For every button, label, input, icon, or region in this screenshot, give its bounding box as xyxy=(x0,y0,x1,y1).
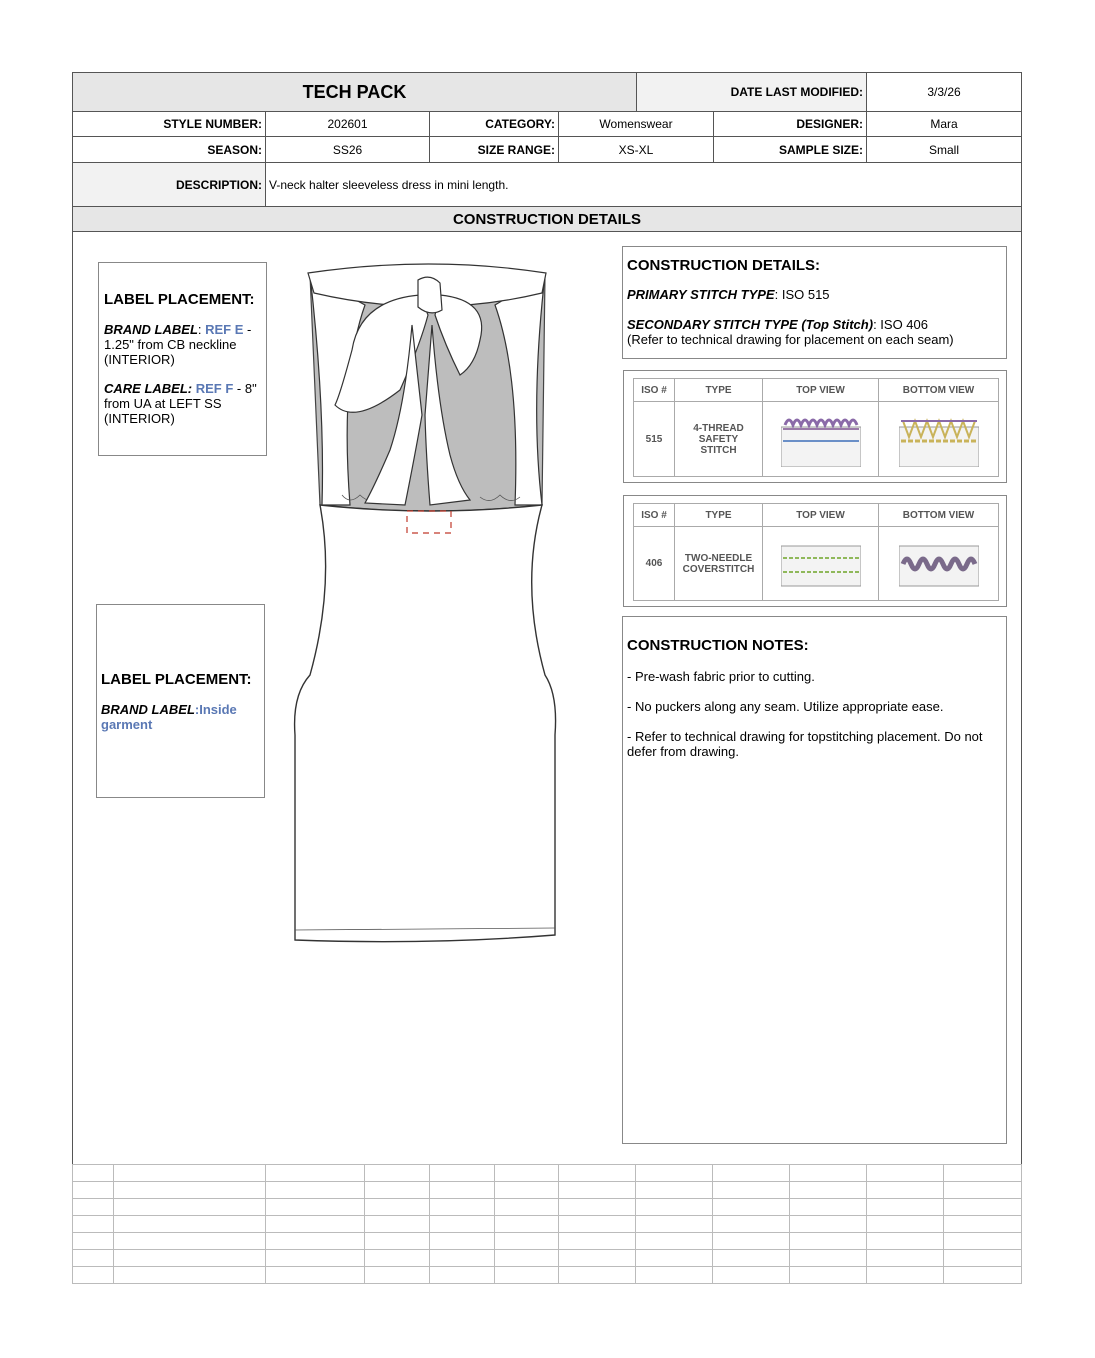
grid-cell xyxy=(790,1165,867,1182)
grid-cell xyxy=(636,1233,713,1250)
ref-e: REF E xyxy=(205,322,244,337)
grid-cell xyxy=(265,1216,364,1233)
grid-cell xyxy=(867,1233,944,1250)
grid-cell xyxy=(113,1199,265,1216)
ref-f: REF F xyxy=(195,381,234,396)
grid-cell xyxy=(429,1199,494,1216)
size-range-label: SIZE RANGE: xyxy=(429,136,559,163)
sample-size-label: SAMPLE SIZE: xyxy=(713,136,867,163)
grid-cell xyxy=(429,1267,494,1284)
grid-cell xyxy=(494,1233,559,1250)
grid-cell xyxy=(364,1233,429,1250)
grid-cell xyxy=(364,1267,429,1284)
primary-stitch: PRIMARY STITCH TYPE: ISO 515 xyxy=(627,287,830,302)
dress-technical-drawing xyxy=(280,255,580,955)
label-placement-title-2: LABEL PLACEMENT: xyxy=(101,671,252,688)
grid-cell xyxy=(559,1233,636,1250)
date-label: DATE LAST MODIFIED: xyxy=(636,72,867,112)
grid-cell xyxy=(265,1233,364,1250)
category-label: CATEGORY: xyxy=(429,111,559,137)
grid-cell xyxy=(636,1216,713,1233)
page-title: TECH PACK xyxy=(302,81,407,102)
grid-cell xyxy=(559,1165,636,1182)
stitch-table-406: ISO # TYPE TOP VIEW BOTTOM VIEW 406 TWO-NEEDLE COVERSTITCH xyxy=(623,495,1007,607)
designer-label: DESIGNER: xyxy=(713,111,867,137)
secondary-stitch: SECONDARY STITCH TYPE (Top Stitch): ISO 406 xyxy=(627,317,928,332)
grid-cell xyxy=(867,1250,944,1267)
grid-cell xyxy=(713,1199,790,1216)
season-value: SS26 xyxy=(265,136,430,163)
grid-cell xyxy=(943,1250,1021,1267)
date-value: 3/3/26 xyxy=(866,72,1022,112)
grid-row xyxy=(73,1233,1022,1250)
grid-cell xyxy=(559,1182,636,1199)
style-number-value: 202601 xyxy=(265,111,430,137)
section-title: CONSTRUCTION DETAILS xyxy=(72,206,1022,232)
grid-cell xyxy=(943,1233,1021,1250)
grid-cell xyxy=(73,1165,114,1182)
grid-cell xyxy=(113,1216,265,1233)
grid-cell xyxy=(429,1165,494,1182)
grid-cell xyxy=(943,1165,1021,1182)
grid-cell xyxy=(113,1165,265,1182)
construction-notes-box xyxy=(622,616,1007,1144)
grid-row xyxy=(73,1250,1022,1267)
style-number-label: STYLE NUMBER: xyxy=(72,111,266,137)
grid-cell xyxy=(713,1165,790,1182)
stitch-515-bottom-view-icon xyxy=(899,411,979,467)
grid-cell xyxy=(636,1250,713,1267)
grid-cell xyxy=(867,1165,944,1182)
grid-cell xyxy=(364,1182,429,1199)
description-label: DESCRIPTION: xyxy=(72,162,266,207)
grid-cell xyxy=(943,1182,1021,1199)
grid-cell xyxy=(713,1233,790,1250)
grid-cell xyxy=(636,1182,713,1199)
brand-label-note-2: BRAND LABEL:Inside garment xyxy=(101,702,237,732)
grid-row xyxy=(73,1267,1022,1284)
label-placement-box-1 xyxy=(98,262,267,456)
sample-size-value: Small xyxy=(866,136,1022,163)
grid-row xyxy=(73,1216,1022,1233)
grid-row xyxy=(73,1182,1022,1199)
empty-grid xyxy=(72,1164,1022,1284)
grid-cell xyxy=(636,1267,713,1284)
stitch-table-515: ISO # TYPE TOP VIEW BOTTOM VIEW 515 4-THREAD SAFETY STITCH xyxy=(623,370,1007,483)
dress-skirt xyxy=(295,505,556,942)
grid-cell xyxy=(790,1267,867,1284)
label-placement-box-2 xyxy=(96,604,265,798)
grid-cell xyxy=(713,1267,790,1284)
grid-cell xyxy=(265,1267,364,1284)
grid-cell xyxy=(790,1216,867,1233)
construction-details-box xyxy=(622,246,1007,359)
grid-cell xyxy=(559,1250,636,1267)
grid-cell xyxy=(364,1199,429,1216)
grid-cell xyxy=(364,1165,429,1182)
grid-cell xyxy=(265,1199,364,1216)
type-406: TWO-NEEDLE COVERSTITCH xyxy=(674,526,763,601)
season-label: SEASON: xyxy=(72,136,266,163)
size-range-value: XS-XL xyxy=(558,136,714,163)
grid-cell xyxy=(790,1182,867,1199)
grid-cell xyxy=(494,1216,559,1233)
grid-cell xyxy=(265,1250,364,1267)
grid-cell xyxy=(494,1199,559,1216)
grid-cell xyxy=(494,1267,559,1284)
grid-cell xyxy=(364,1250,429,1267)
grid-cell xyxy=(943,1216,1021,1233)
grid-cell xyxy=(113,1233,265,1250)
grid-cell xyxy=(867,1182,944,1199)
description-value: V-neck halter sleeveless dress in mini length. xyxy=(265,162,1022,207)
grid-cell xyxy=(265,1165,364,1182)
grid-cell xyxy=(73,1182,114,1199)
grid-row xyxy=(73,1165,1022,1182)
grid-cell xyxy=(790,1250,867,1267)
grid-cell xyxy=(867,1216,944,1233)
brand-label-note: BRAND LABEL: REF E - 1.25" from CB neckline (INTERIOR) xyxy=(104,322,252,367)
grid-cell xyxy=(867,1199,944,1216)
grid-row xyxy=(73,1199,1022,1216)
grid-cell xyxy=(73,1233,114,1250)
label-placement-title: LABEL PLACEMENT: xyxy=(104,291,255,308)
note-item: - No puckers along any seam. Utilize appropriate ease. xyxy=(627,699,944,714)
iso-406: 406 xyxy=(633,526,675,601)
grid-cell xyxy=(790,1199,867,1216)
grid-cell xyxy=(867,1267,944,1284)
grid-cell xyxy=(113,1250,265,1267)
grid-cell xyxy=(429,1233,494,1250)
designer-value: Mara xyxy=(866,111,1022,137)
care-label-note: CARE LABEL: REF F - 8" from UA at LEFT SS (INTERIOR) xyxy=(104,381,257,426)
grid-cell xyxy=(494,1182,559,1199)
grid-cell xyxy=(790,1233,867,1250)
stitch-515-top-view-icon xyxy=(781,411,861,467)
grid-cell xyxy=(113,1182,265,1199)
grid-cell xyxy=(713,1216,790,1233)
grid-cell xyxy=(559,1199,636,1216)
note-item: - Pre-wash fabric prior to cutting. xyxy=(627,669,815,684)
grid-cell xyxy=(73,1199,114,1216)
grid-cell xyxy=(494,1165,559,1182)
grid-cell xyxy=(429,1182,494,1199)
grid-cell xyxy=(559,1267,636,1284)
stitch-406-bottom-view-icon xyxy=(899,536,979,592)
grid-cell xyxy=(429,1216,494,1233)
grid-cell xyxy=(113,1267,265,1284)
bow-knot xyxy=(418,277,442,313)
stitch-406-top-view-icon xyxy=(781,536,861,592)
grid-cell xyxy=(73,1250,114,1267)
grid-cell xyxy=(559,1216,636,1233)
grid-cell xyxy=(943,1199,1021,1216)
category-value: Womenswear xyxy=(558,111,714,137)
grid-cell xyxy=(429,1250,494,1267)
grid-cell xyxy=(494,1250,559,1267)
construction-details-title: CONSTRUCTION DETAILS: xyxy=(627,257,821,274)
grid-cell xyxy=(636,1199,713,1216)
title-cell xyxy=(72,72,637,112)
grid-cell xyxy=(364,1216,429,1233)
secondary-stitch-note: (Refer to technical drawing for placement on each seam) xyxy=(627,332,954,347)
type-515: 4-THREAD SAFETY STITCH xyxy=(674,401,763,477)
construction-notes-title: CONSTRUCTION NOTES: xyxy=(627,637,809,654)
grid-cell xyxy=(73,1267,114,1284)
grid-cell xyxy=(265,1182,364,1199)
grid-cell xyxy=(636,1165,713,1182)
grid-cell xyxy=(73,1216,114,1233)
iso-515: 515 xyxy=(633,401,675,477)
grid-cell xyxy=(713,1182,790,1199)
note-item: - Refer to technical drawing for topstitching placement. Do not defer from drawing. xyxy=(627,729,983,759)
grid-cell xyxy=(713,1250,790,1267)
grid-cell xyxy=(943,1267,1021,1284)
